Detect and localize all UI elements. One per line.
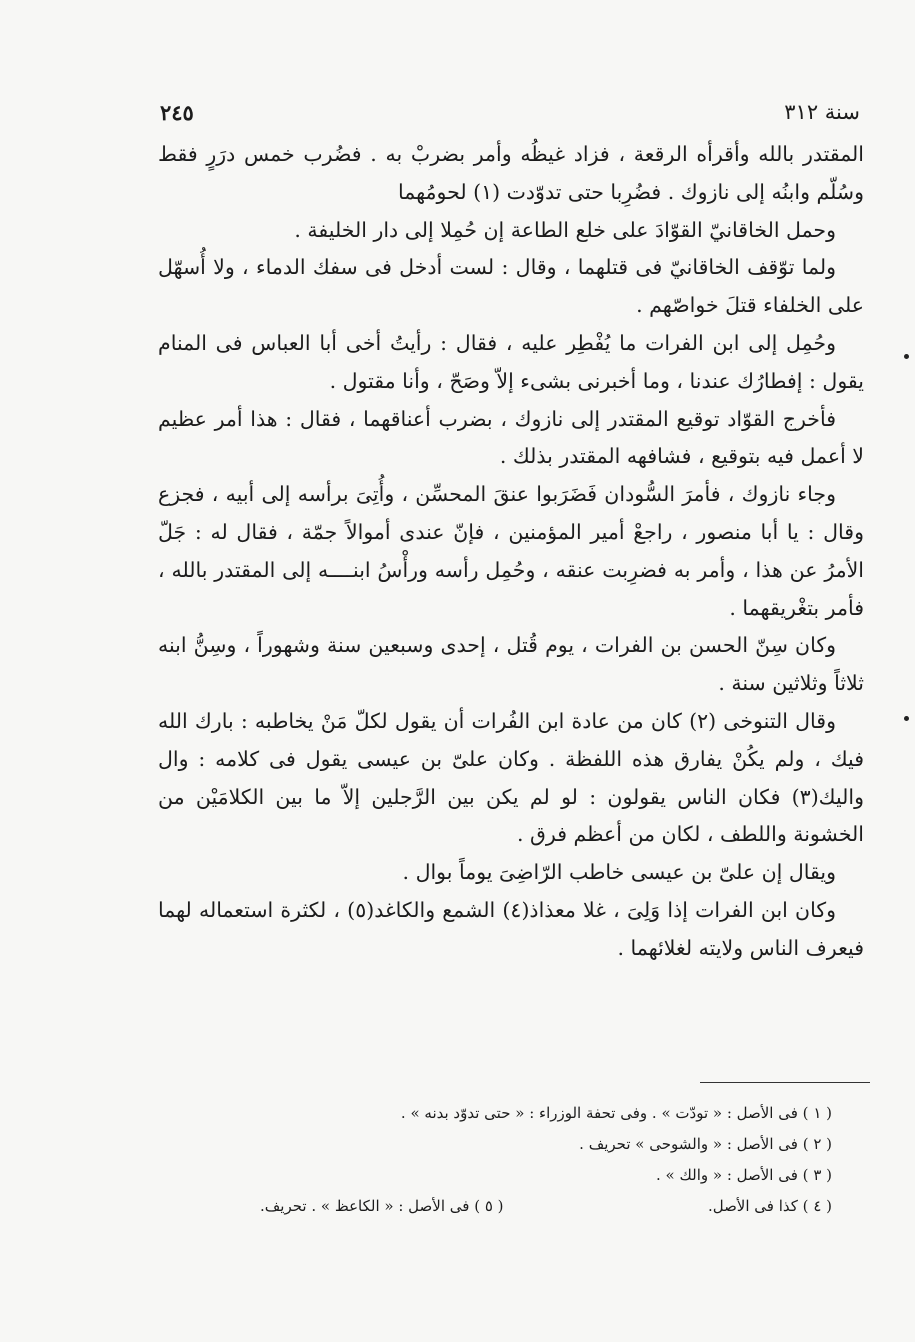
paragraph: وحمل الخاقانيّ القوّادَ على خلع الطاعة إن حُمِلا إلى دار الخليفة . [294, 217, 836, 242]
paragraph: وكان ابن الفرات إذا وَلِىَ ، غلا معذاذ(٤) الشمع والكاغد(٥) ، لكثرة استعماله لهما فيعرف الناس ولايته لغلائهما . [158, 897, 864, 960]
paragraph: وكان سِنّ الحسن بن الفرات ، يوم قُتل ، إحدى وسبعين سنة وشهوراً ، وسِنُّ ابنه ثلاثاً وثلاثين سنة . [158, 633, 864, 696]
paragraph: المقتدر بالله وأقرأه الرقعة ، فزاد غيظُه وأمر بضربْ به . فضُرب خمس درَرٍ فقط وسُلّم وابنُه إلى نازوك . فضُرِبا حتى تدوّدت (١) لحومُهما [158, 142, 864, 204]
paragraph: وجاء نازوك ، فأمرَ السُّودان فَضَرَبوا عنقَ المحسِّن ، وأُتِىَ برأسه إلى أبيه ، فجزع وقال : يا أبا منصور ، راجعْ أمير المؤمنين ، فإنّ عندى أموالاً جمّة ، فقال له : جَلّ الأمرُ عن هذا ، وأمر به فضرِبت عنقه ، وحُمِل رأسه ورأْسُ ابنــــه إلى المقتدر بالله ، فأمر بتغْريقهما . [158, 482, 864, 620]
running-header [160, 100, 860, 134]
margin-mark [904, 716, 909, 721]
main-text [158, 136, 864, 968]
footnotes [260, 1098, 832, 1222]
paragraph: وحُمِل إلى ابن الفرات ما يُفْطِر عليه ، فقال : رأيتُ أخى أبا العباس فى المنام يقول : إفطارُك عندنا ، وما أخبرنى بشىء إلاّ وصَحّ ، وأنا مقتول . [158, 330, 864, 393]
header-year: سنة ٣١٢ [784, 100, 860, 124]
margin-mark [904, 354, 909, 359]
footnote-divider [700, 1082, 870, 1083]
footnote: ( ٢ ) فى الأصل : « والشوحى » تحريف . [579, 1135, 832, 1153]
paragraph: ولما توّقف الخاقانيّ فى قتلهما ، وقال : لست أدخل فى سفك الدماء ، ولا أُسهّل على الخلفاء قتلَ خواصّهم . [158, 255, 864, 318]
paragraph: وقال التنوخى (٢) كان من عادة ابن الفُرات أن يقول لكلّ مَنْ يخاطبه : بارك الله فيك ، ولم يكُنْ يفارق هذه اللفظة . وكان علىّ بن عيسى يقول فى كلامه : وال واليك(٣) فكان الناس يقولون : لو لم يكن بين الرَّجلين إلاّ ما بين الكلامَيْن من الخشونة واللطف ، لكان من أعظم فرق . [158, 708, 864, 847]
footnote: ( ٣ ) فى الأصل : « والك » . [656, 1166, 832, 1184]
footnote: ( ٥ ) فى الأصل : « الكاعظ » . تحريف. [260, 1197, 504, 1215]
paragraph: ويقال إن علىّ بن عيسى خاطب الرّاضِىَ يوماً بوال . [402, 860, 836, 885]
footnote: ( ١ ) فى الأصل : « تودّت » . وفى تحفة الوزراء : « حتى تدوّد بدنه » . [400, 1104, 832, 1122]
page-number: ٢٤٥ [160, 100, 194, 125]
footnote: ( ٤ ) كذا فى الأصل. [707, 1197, 832, 1215]
footnote-pair [260, 1191, 832, 1222]
paragraph: فأخرج القوّاد توقيع المقتدر إلى نازوك ، بضرب أعناقهما ، فقال : هذا أمر عظيم لا أعمل فيه بتوقيع ، فشافهه المقتدر بذلك . [158, 406, 864, 469]
